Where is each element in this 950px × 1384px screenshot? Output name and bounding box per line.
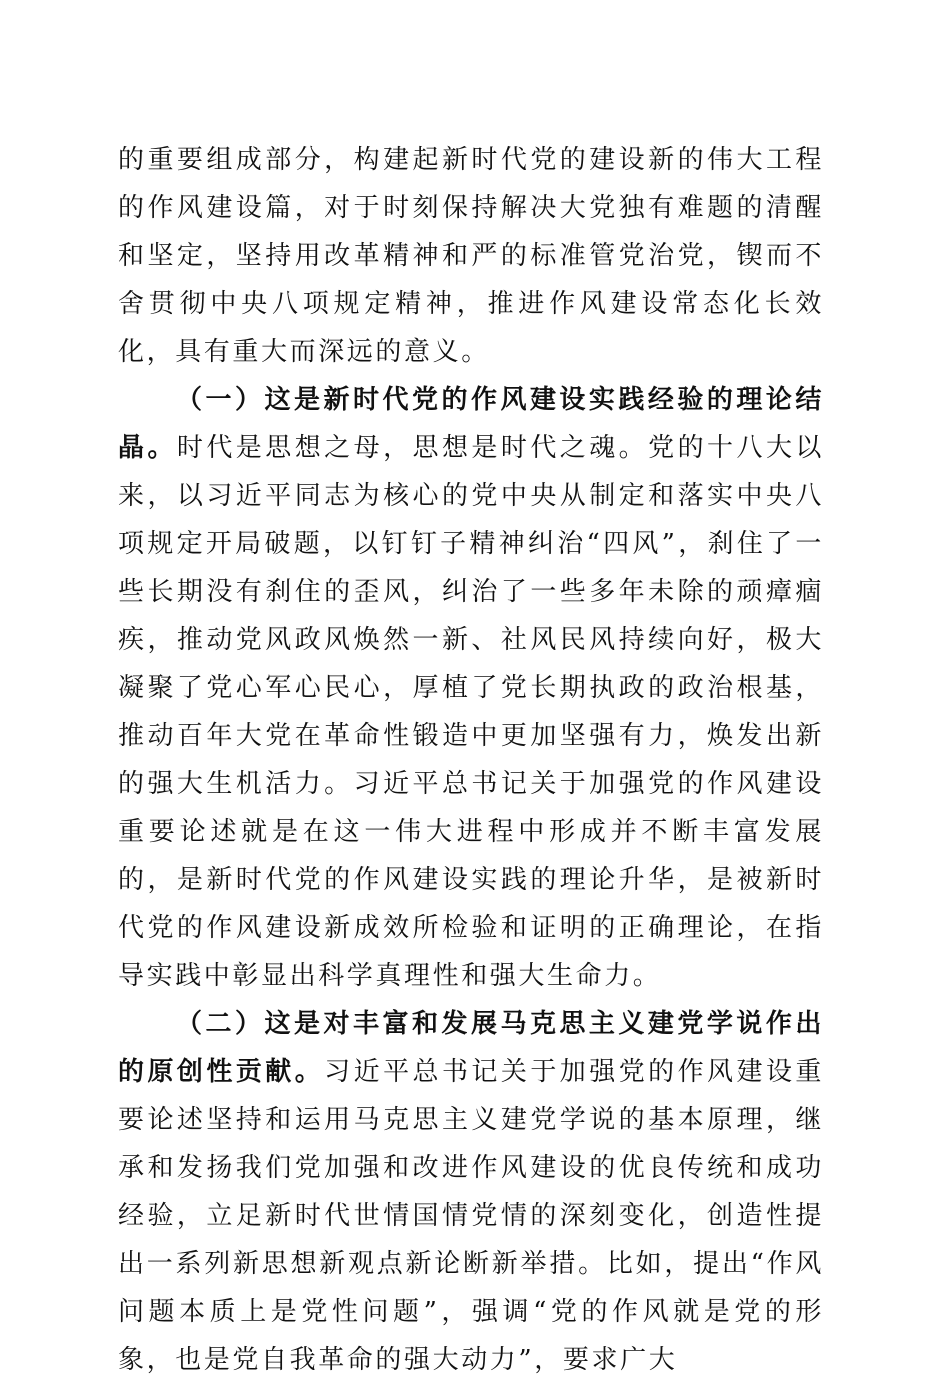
paragraph-text: 时代是思想之母，思想是时代之魂。党的十八大以来，以习近平同志为核心的党中央从制定和落实中央八项规定开局破题，以钉钉子精神纠治“四风”，刹住了一些长期没有刹住的歪风，纠治了一些多年未除的顽瘴痼疾，推动党风政风焕然一新、社风民风持续向好，极大凝聚了党心军心民心，厚植了党长期执政的政治根基，推动百年大党在革命性锻造中更加坚强有力，焕发出新的强大生机活力。习近平总书记关于加强党的作风建设重要论述就是在这一伟大进程中形成并不断丰富发展的，是新时代党的作风建设实践的理论升华，是被新时代党的作风建设新成效所检验和证明的正确理论，在指导实践中彰显出科学真理性和强大生命力。 xyxy=(118,433,824,991)
paragraph-text: 的重要组成部分，构建起新时代党的建设新的伟大工程的作风建设篇，对于时刻保持解决大党独有难题的清醒和坚定，坚持用改革精神和严的标准管党治党，锲而不舍贯彻中央八项规定精神，推进作风建设常态化长效化，具有重大而深远的意义。 xyxy=(118,145,824,367)
section-heading: （二）这是对丰富和发展马克思主义建党学说作出的原创性贡献。 xyxy=(118,1009,824,1087)
paragraph-text: 习近平总书记关于加强党的作风建设重要论述坚持和运用马克思主义建党学说的基本原理，继承和发扬我们党加强和改进作风建设的优良传统和成功经验，立足新时代世情国情党情的深刻变化，创造性提出一系列新思想新观点新论断新举措。比如，提出“作风问题本质上是党性问题”，强调“党的作风就是党的形象，也是党自我革命的强大动力”，要求广大 xyxy=(118,1057,825,1375)
paragraph-section-two xyxy=(118,1000,824,1384)
document-body xyxy=(118,136,824,1384)
paragraph-section-one xyxy=(118,376,824,1000)
paragraph-continuation xyxy=(118,136,824,376)
section-heading: （一）这是新时代党的作风建设实践经验的理论结晶。 xyxy=(118,385,824,463)
